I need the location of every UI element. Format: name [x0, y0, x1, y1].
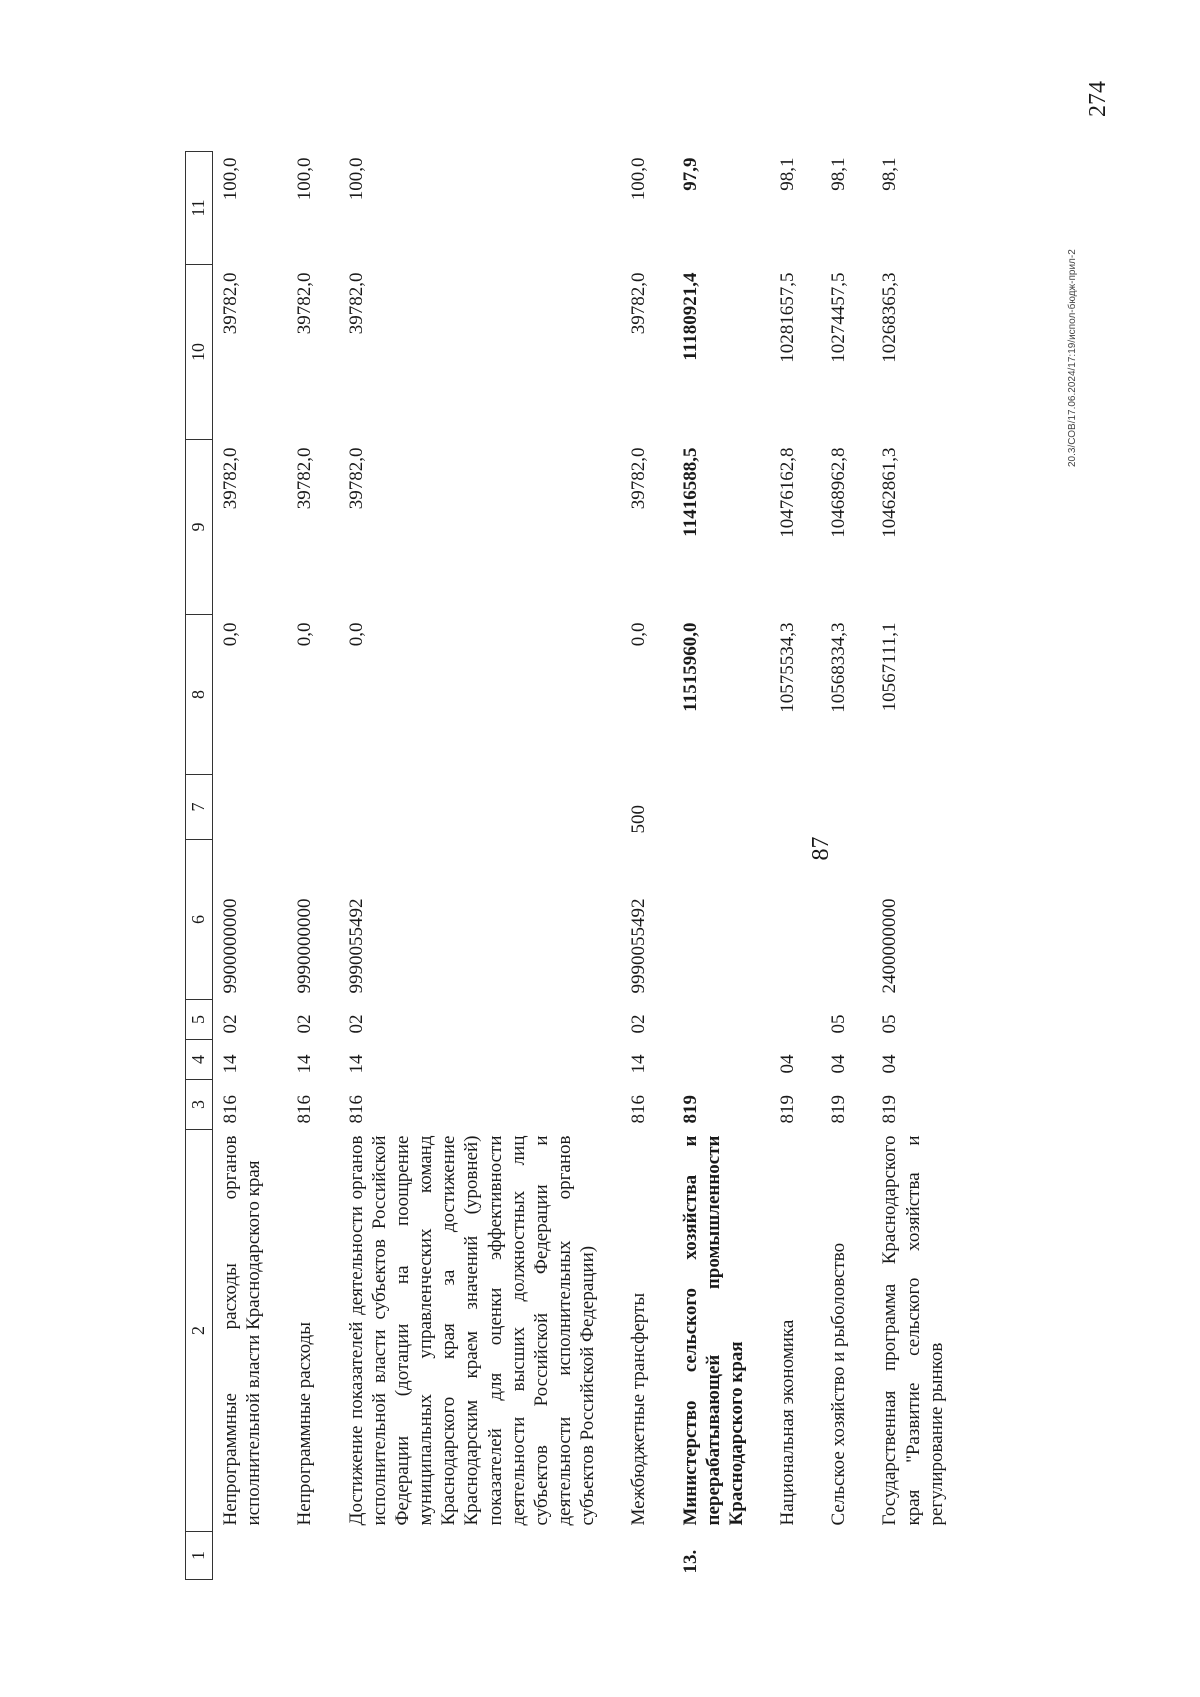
- amount-revised: 10468962,8: [828, 447, 850, 538]
- column-header: 3: [186, 1080, 213, 1130]
- document-stamp: 20.3/СОВ/17.06.2024/17:19/испол-бюдж-прил-2: [1067, 249, 1078, 467]
- row-number: [621, 1532, 672, 1580]
- amount-revised: 10462861,3: [879, 447, 901, 538]
- ministry-code: 819: [828, 1095, 850, 1124]
- expense-type-code: [339, 775, 622, 840]
- row-number: [339, 1532, 622, 1580]
- subsection-code: 05: [828, 1014, 850, 1034]
- header-row: [186, 152, 213, 1580]
- target-article-code: 2400000000: [879, 898, 901, 994]
- column-header: 4: [186, 1040, 213, 1080]
- amount-approved: 0,0: [220, 622, 241, 647]
- ministry-code: 816: [345, 1095, 367, 1124]
- column-header: 10: [186, 265, 213, 440]
- amount-executed: 39782,0: [628, 272, 650, 335]
- amount-executed: 11180921,4: [679, 272, 701, 361]
- ministry-code: 816: [294, 1095, 316, 1124]
- row-name: Государственная программа Краснодарского края "Развитие сельского хозяйства и регулирование рынков: [879, 1135, 947, 1526]
- execution-percent: 97,9: [679, 157, 701, 191]
- outer-page-number: 274: [1085, 81, 1111, 117]
- section-code: 04: [777, 1054, 799, 1074]
- amount-revised: 39782,0: [345, 447, 367, 510]
- column-header: 1: [186, 1532, 213, 1580]
- amount-approved: 10575534,3: [777, 622, 799, 713]
- table-row: [770, 152, 821, 1580]
- amount-approved: 0,0: [345, 622, 367, 647]
- amount-approved: 0,0: [294, 622, 316, 647]
- table-row: [821, 152, 872, 1580]
- column-header: 11: [186, 152, 213, 265]
- row-name: Сельское хозяйство и рыболовство: [828, 1242, 850, 1526]
- amount-executed: 10281657,5: [777, 272, 799, 363]
- amount-approved: 11515960,0: [679, 622, 701, 712]
- ministry-code: 816: [220, 1095, 241, 1124]
- execution-percent: 98,1: [828, 157, 850, 191]
- expense-type-code: [821, 775, 872, 840]
- table-header: [186, 152, 213, 1580]
- expense-type-code: [770, 775, 821, 840]
- amount-revised: 39782,0: [220, 447, 241, 510]
- row-number: [872, 1532, 970, 1580]
- row-name: Национальная экономика: [777, 1319, 799, 1526]
- subsection-code: [673, 1000, 771, 1040]
- section-code: 04: [879, 1054, 901, 1074]
- amount-approved: 0,0: [628, 622, 650, 647]
- amount-revised: 11416588,5: [679, 447, 701, 537]
- row-number: [287, 1532, 338, 1580]
- row-name: Непрограммные расходы: [294, 1322, 316, 1526]
- execution-percent: 98,1: [879, 157, 901, 191]
- budget-table: [185, 151, 970, 1580]
- subsection-code: [770, 1000, 821, 1040]
- table-row: [673, 152, 771, 1580]
- subsection-code: 02: [628, 1014, 650, 1034]
- section-code: 14: [220, 1054, 241, 1074]
- section-code: 14: [294, 1054, 316, 1074]
- amount-approved: 10567111,1: [879, 622, 901, 712]
- target-article-code: 9990055492: [628, 898, 650, 994]
- column-header: 2: [186, 1130, 213, 1532]
- execution-percent: 100,0: [345, 157, 367, 201]
- section-code: [673, 1040, 771, 1080]
- row-name: Межбюджетные трансферты: [628, 1292, 650, 1526]
- section-code: 04: [828, 1054, 850, 1074]
- table-row: [621, 152, 672, 1580]
- amount-revised: 39782,0: [628, 447, 650, 510]
- subsection-code: 05: [879, 1014, 901, 1034]
- column-header: 8: [186, 615, 213, 775]
- table-row: [339, 152, 622, 1580]
- row-number: [821, 1532, 872, 1580]
- column-header: 6: [186, 840, 213, 1000]
- row-name: Министерство сельского хозяйства и перерабатывающей промышленности Краснодарского края: [679, 1135, 747, 1526]
- row-number: 13.: [679, 1549, 701, 1574]
- ministry-code: 816: [628, 1095, 650, 1124]
- expense-type-code: 500: [628, 805, 650, 834]
- table-row: [287, 152, 338, 1580]
- target-article-code: [770, 840, 821, 1000]
- target-article-code: [673, 840, 771, 1000]
- column-header: 5: [186, 1000, 213, 1040]
- column-header: 7: [186, 775, 213, 840]
- ministry-code: 819: [879, 1095, 901, 1124]
- amount-executed: 10268365,3: [879, 272, 901, 363]
- table-row: [213, 152, 288, 1580]
- section-code: 14: [628, 1054, 650, 1074]
- table-row: [872, 152, 970, 1580]
- expense-type-code: [872, 775, 970, 840]
- target-article-code: 9900000000: [220, 898, 241, 994]
- ministry-code: 819: [679, 1095, 701, 1124]
- amount-executed: 39782,0: [345, 272, 367, 335]
- row-name: Непрограммные расходы органов исполнительной власти Краснодарского края: [220, 1135, 265, 1526]
- amount-revised: 10476162,8: [777, 447, 799, 538]
- expense-type-code: [673, 775, 771, 840]
- expense-type-code: [287, 775, 338, 840]
- table-body: [213, 152, 970, 1580]
- amount-executed: 39782,0: [294, 272, 316, 335]
- row-name: Достижение показателей деятельности органов исполнительной власти субъектов Российской Федерации (дотации на поощрение муниципальных управленческих команд Краснодарского края за достижение Краснодарским краем значений (уровней) показателей для оценки эффективности деятельности высших должностных лиц субъектов Российской Федерации и деятельности исполнительных органов субъектов Российской Федерации): [345, 1135, 599, 1526]
- row-number: [770, 1532, 821, 1580]
- section-code: 14: [345, 1054, 367, 1074]
- amount-executed: 10274457,5: [828, 272, 850, 363]
- execution-percent: 100,0: [220, 157, 241, 201]
- ministry-code: 819: [777, 1095, 799, 1124]
- amount-approved: 10568334,3: [828, 622, 850, 713]
- amount-executed: 39782,0: [220, 272, 241, 335]
- sheet-number: 87: [808, 836, 834, 861]
- subsection-code: 02: [220, 1014, 241, 1034]
- target-article-code: 9990000000: [294, 898, 316, 994]
- column-header: 9: [186, 440, 213, 615]
- target-article-code: [821, 840, 872, 1000]
- row-number: [213, 1532, 288, 1580]
- execution-percent: 100,0: [294, 157, 316, 201]
- execution-percent: 98,1: [777, 157, 799, 191]
- subsection-code: 02: [294, 1014, 316, 1034]
- amount-revised: 39782,0: [294, 447, 316, 510]
- target-article-code: 9990055492: [345, 898, 367, 994]
- expense-type-code: [213, 775, 288, 840]
- execution-percent: 100,0: [628, 157, 650, 201]
- subsection-code: 02: [345, 1014, 367, 1034]
